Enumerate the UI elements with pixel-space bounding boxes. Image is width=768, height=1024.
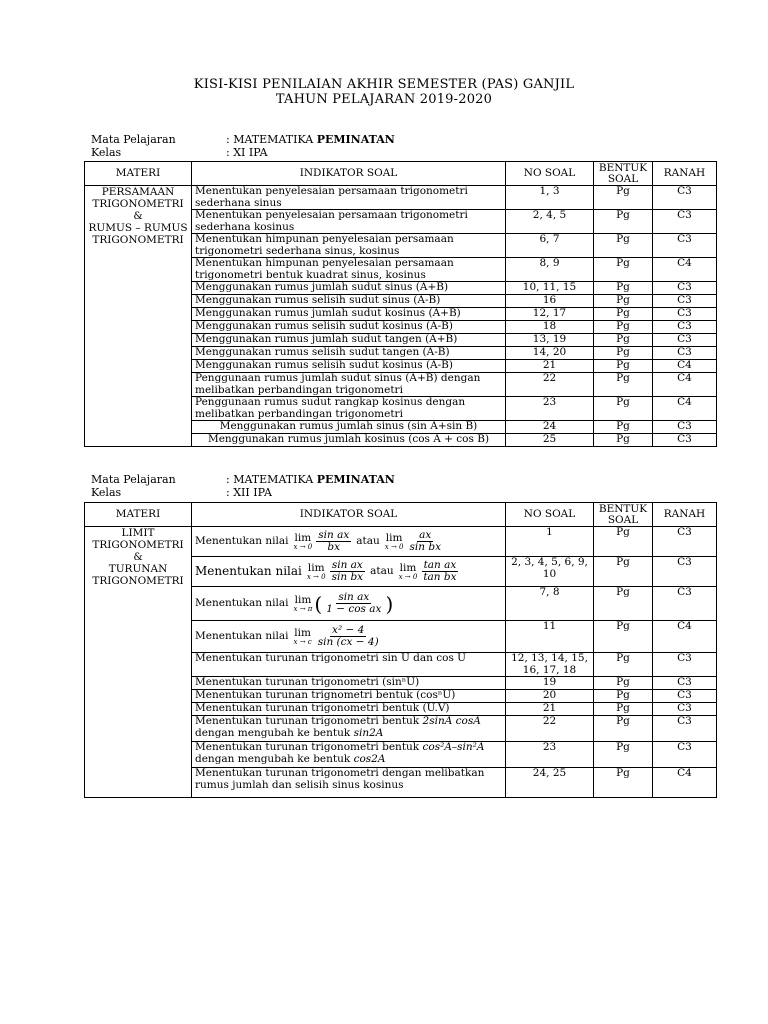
section2-meta xyxy=(91,473,395,499)
no-soal-cell: 7, 8 xyxy=(506,587,594,621)
fraction-denominator: sin (cx − 4) xyxy=(317,636,379,648)
no-soal-cell: 12, 13, 14, 15, 16, 17, 18 xyxy=(506,653,594,677)
ranah-cell: C3 xyxy=(653,690,717,703)
fraction-denominator: sin bx xyxy=(409,541,441,553)
indikator-text: dengan mengubah ke bentuk xyxy=(195,752,354,765)
indikator-cell: Menggunakan rumus jumlah sinus (sin A+sin B) xyxy=(192,421,506,434)
table-row xyxy=(85,186,717,210)
no-soal-cell: 12, 17 xyxy=(506,308,594,321)
fraction-numerator: x² − 4 xyxy=(332,624,365,636)
ranah-cell: C4 xyxy=(653,621,717,653)
indikator-cell: Menggunakan rumus jumlah sudut sinus (A+B) xyxy=(192,282,506,295)
no-soal-cell: 19 xyxy=(506,677,594,690)
col-no-soal: NO SOAL xyxy=(506,503,594,527)
bentuk-soal-cell: Pg xyxy=(594,703,653,716)
lim-subscript: x → 0 xyxy=(306,572,326,581)
col-indikator: INDIKATOR SOAL xyxy=(192,503,506,527)
indikator-cell xyxy=(192,716,506,742)
bentuk-soal-cell: Pg xyxy=(594,434,653,447)
fraction-numerator: sin ax xyxy=(331,559,363,571)
col-materi: MATERI xyxy=(85,162,192,186)
col-bentuk-soal: BENTUK SOAL xyxy=(594,162,653,186)
bentuk-soal-cell: Pg xyxy=(594,347,653,360)
col-no-soal: NO SOAL xyxy=(506,162,594,186)
limit-operator xyxy=(294,533,313,551)
fraction xyxy=(330,560,366,583)
table-row xyxy=(85,527,717,557)
no-soal-cell: 18 xyxy=(506,321,594,334)
lim-text: lim xyxy=(294,593,312,606)
bentuk-soal-cell: Pg xyxy=(594,421,653,434)
mapel-value: : MATEMATIKA xyxy=(226,473,317,486)
lim-subscript: x → 0 xyxy=(293,542,313,551)
ranah-cell: C3 xyxy=(653,434,717,447)
bentuk-soal-cell: Pg xyxy=(594,621,653,653)
indikator-cell: Menentukan turunan trigonometri dengan melibatkan rumus jumlah dan selisih sinus kosinus xyxy=(192,768,506,798)
bentuk-soal-cell: Pg xyxy=(594,397,653,421)
bentuk-soal-cell: Pg xyxy=(594,587,653,621)
bentuk-soal-cell: Pg xyxy=(594,360,653,373)
ranah-cell: C3 xyxy=(653,557,717,587)
limit-expression xyxy=(195,592,502,615)
lim-subscript: x → 0 xyxy=(384,542,404,551)
kelas-label: Kelas xyxy=(91,486,122,499)
bentuk-soal-cell: Pg xyxy=(594,258,653,282)
bentuk-soal-cell: Pg xyxy=(594,295,653,308)
fraction-denominator: tan bx xyxy=(423,571,457,583)
kelas-label: Kelas xyxy=(91,146,122,159)
ranah-cell: C3 xyxy=(653,716,717,742)
no-soal-cell: 11 xyxy=(506,621,594,653)
bentuk-soal-cell: Pg xyxy=(594,186,653,210)
limit-expression xyxy=(195,530,502,553)
page-title-line2: TAHUN PELAJARAN 2019-2020 xyxy=(275,92,493,107)
ranah-cell: C4 xyxy=(653,258,717,282)
indikator-cell: Menentukan penyelesaian persamaan trigonometri sederhana sinus xyxy=(192,186,506,210)
indikator-cell: Penggunaan rumus sudut rangkap kosinus dengan melibatkan perbandingan trigonometri xyxy=(192,397,506,421)
mapel-label: Mata Pelajaran xyxy=(91,473,176,486)
indikator-cell: Menentukan turunan trigonometri bentuk (U.V) xyxy=(192,703,506,716)
lim-text: lim xyxy=(294,531,312,544)
indikator-text: Menentukan turunan trigonometri bentuk xyxy=(195,741,423,753)
ranah-cell: C3 xyxy=(653,234,717,258)
no-soal-cell: 23 xyxy=(506,742,594,768)
indikator-cell: Menentukan penyelesaian persamaan trigonometri sederhana kosinus xyxy=(192,210,506,234)
no-soal-cell: 21 xyxy=(506,703,594,716)
no-soal-cell: 1 xyxy=(506,527,594,557)
indikator-text: Menentukan nilai xyxy=(195,629,289,642)
mapel-value-bold: PEMINATAN xyxy=(316,473,395,486)
materi-line: TRIGONOMETRI xyxy=(92,539,184,551)
lim-subscript: x → π xyxy=(293,604,313,613)
no-soal-cell: 8, 9 xyxy=(506,258,594,282)
kisi-table-xi xyxy=(84,161,717,447)
mapel-value: : MATEMATIKA xyxy=(226,133,317,146)
ranah-cell: C3 xyxy=(653,742,717,768)
indikator-cell: Menentukan turunan trigonometri (sinⁿU) xyxy=(192,677,506,690)
indikator-text: Menentukan nilai xyxy=(195,563,302,578)
bentuk-soal-cell: Pg xyxy=(594,742,653,768)
no-soal-cell: 16 xyxy=(506,295,594,308)
paren-left: ( xyxy=(314,591,323,616)
paren-right: ) xyxy=(385,591,394,616)
no-soal-cell: 13, 19 xyxy=(506,334,594,347)
no-soal-cell: 21 xyxy=(506,360,594,373)
limit-operator xyxy=(385,533,404,551)
ranah-cell: C3 xyxy=(653,587,717,621)
ranah-cell: C4 xyxy=(653,373,717,397)
bentuk-soal-cell: Pg xyxy=(594,527,653,557)
no-soal-cell: 22 xyxy=(506,373,594,397)
atau-text: atau xyxy=(370,564,394,577)
kisi-table-xii xyxy=(84,502,717,798)
ranah-cell: C3 xyxy=(653,321,717,334)
fraction xyxy=(316,530,351,553)
lim-text: lim xyxy=(399,561,417,574)
indikator-cell xyxy=(192,621,506,653)
kelas-value: : XI IPA xyxy=(226,146,268,159)
indikator-text: dengan mengubah ke bentuk xyxy=(195,726,354,739)
materi-line: TRIGONOMETRI xyxy=(92,234,184,246)
ranah-cell: C3 xyxy=(653,186,717,210)
materi-line: RUMUS – RUMUS xyxy=(88,222,188,234)
ranah-cell: C4 xyxy=(653,360,717,373)
materi-line: PERSAMAAN xyxy=(101,186,175,198)
lim-text: lim xyxy=(294,626,311,639)
bentuk-soal-cell: Pg xyxy=(594,210,653,234)
fraction xyxy=(316,625,381,648)
ranah-cell: C4 xyxy=(653,768,717,798)
bentuk-soal-cell: Pg xyxy=(594,557,653,587)
ranah-cell: C3 xyxy=(653,308,717,321)
fraction-numerator: ax xyxy=(419,529,432,541)
no-soal-cell: 20 xyxy=(506,690,594,703)
fraction xyxy=(324,592,383,615)
ranah-cell: C3 xyxy=(653,703,717,716)
indikator-cell xyxy=(192,557,506,587)
lim-subscript: x → 0 xyxy=(398,572,418,581)
no-soal-cell: 6, 7 xyxy=(506,234,594,258)
no-soal-cell: 14, 20 xyxy=(506,347,594,360)
no-soal-cell: 23 xyxy=(506,397,594,421)
col-ranah: RANAH xyxy=(653,162,717,186)
materi-cell xyxy=(85,186,192,447)
materi-line: TURUNAN xyxy=(108,563,168,575)
no-soal-cell: 2, 4, 5 xyxy=(506,210,594,234)
ranah-cell: C3 xyxy=(653,677,717,690)
indikator-text: Menentukan nilai xyxy=(195,534,289,547)
indikator-cell: Menggunakan rumus selisih sudut kosinus (A-B) xyxy=(192,360,506,373)
limit-operator xyxy=(294,595,313,613)
bentuk-soal-cell: Pg xyxy=(594,373,653,397)
indikator-cell: Menggunakan rumus jumlah sudut kosinus (A+B) xyxy=(192,308,506,321)
math-expression: 2sinA cosA xyxy=(422,715,481,727)
fraction-numerator: tan ax xyxy=(423,559,457,571)
materi-cell xyxy=(85,527,192,798)
indikator-cell: Menentukan turunan trigonometri sin U dan cos U xyxy=(192,653,506,677)
section1-meta xyxy=(91,133,395,159)
math-expression: cos2A xyxy=(353,752,386,765)
indikator-cell xyxy=(192,587,506,621)
ranah-cell: C3 xyxy=(653,282,717,295)
fraction xyxy=(408,530,444,553)
limit-expression xyxy=(195,625,502,648)
no-soal-cell: 2, 3, 4, 5, 6, 9, 10 xyxy=(506,557,594,587)
fraction-denominator: 1 − cos ax xyxy=(326,603,382,615)
indikator-cell: Menentukan himpunan penyelesaian persamaan trigonometri sederhana sinus, kosinus xyxy=(192,234,506,258)
indikator-cell: Menentukan turunan trignometri bentuk (cosⁿU) xyxy=(192,690,506,703)
indikator-cell xyxy=(192,527,506,557)
lim-text: lim xyxy=(385,531,403,544)
bentuk-soal-cell: Pg xyxy=(594,282,653,295)
materi-line: & xyxy=(133,210,143,222)
math-expression: sin2A xyxy=(353,726,384,739)
bentuk-soal-cell: Pg xyxy=(594,690,653,703)
col-materi: MATERI xyxy=(85,503,192,527)
indikator-cell: Menggunakan rumus jumlah sudut tangen (A+B) xyxy=(192,334,506,347)
ranah-cell: C4 xyxy=(653,397,717,421)
no-soal-cell: 22 xyxy=(506,716,594,742)
ranah-cell: C3 xyxy=(653,527,717,557)
no-soal-cell: 24 xyxy=(506,421,594,434)
col-ranah: RANAH xyxy=(653,503,717,527)
ranah-cell: C3 xyxy=(653,295,717,308)
indikator-cell: Menggunakan rumus selisih sudut sinus (A-B) xyxy=(192,295,506,308)
lim-text: lim xyxy=(307,561,325,574)
ranah-cell: C3 xyxy=(653,653,717,677)
bentuk-soal-cell: Pg xyxy=(594,234,653,258)
materi-line: TRIGONOMETRI xyxy=(92,198,184,210)
page-title-line1: KISI-KISI PENILAIAN AKHIR SEMESTER (PAS) GANJIL xyxy=(193,77,575,92)
materi-line: TRIGONOMETRI xyxy=(92,575,184,587)
bentuk-soal-cell: Pg xyxy=(594,653,653,677)
indikator-text: Menentukan turunan trigonometri bentuk xyxy=(195,715,423,727)
fraction xyxy=(421,560,458,583)
limit-operator xyxy=(307,563,326,581)
no-soal-cell: 1, 3 xyxy=(506,186,594,210)
indikator-cell: Penggunaan rumus jumlah sudut sinus (A+B) dengan melibatkan perbandingan trigonometri xyxy=(192,373,506,397)
fraction-denominator: bx xyxy=(327,541,341,553)
bentuk-soal-cell: Pg xyxy=(594,677,653,690)
col-bentuk-soal: BENTUK SOAL xyxy=(594,503,653,527)
indikator-cell: Menggunakan rumus selisih sudut kosinus (A-B) xyxy=(192,321,506,334)
fraction-numerator: sin ax xyxy=(338,591,370,603)
materi-line: LIMIT xyxy=(121,527,155,539)
mapel-label: Mata Pelajaran xyxy=(91,133,176,146)
materi-line: & xyxy=(133,551,143,563)
indikator-cell: Menentukan himpunan penyelesaian persamaan trigonometri bentuk kuadrat sinus, kosinus xyxy=(192,258,506,282)
indikator-cell xyxy=(192,742,506,768)
limit-operator xyxy=(294,628,312,646)
indikator-cell: Menggunakan rumus jumlah kosinus (cos A + cos B) xyxy=(192,434,506,447)
bentuk-soal-cell: Pg xyxy=(594,321,653,334)
col-indikator: INDIKATOR SOAL xyxy=(192,162,506,186)
ranah-cell: C3 xyxy=(653,334,717,347)
bentuk-soal-cell: Pg xyxy=(594,716,653,742)
mapel-value-bold: PEMINATAN xyxy=(316,133,395,146)
atau-text: atau xyxy=(356,534,380,547)
no-soal-cell: 24, 25 xyxy=(506,768,594,798)
fraction-numerator: sin ax xyxy=(318,529,350,541)
ranah-cell: C3 xyxy=(653,347,717,360)
fraction-denominator: sin bx xyxy=(331,571,364,583)
bentuk-soal-cell: Pg xyxy=(594,334,653,347)
bentuk-soal-cell: Pg xyxy=(594,768,653,798)
bentuk-soal-cell: Pg xyxy=(594,308,653,321)
no-soal-cell: 25 xyxy=(506,434,594,447)
indikator-cell: Menggunakan rumus selisih sudut tangen (A-B) xyxy=(192,347,506,360)
math-expression: cos²A–sin²A xyxy=(422,741,485,753)
ranah-cell: C3 xyxy=(653,210,717,234)
limit-operator xyxy=(399,563,418,581)
no-soal-cell: 10, 11, 15 xyxy=(506,282,594,295)
indikator-text: Menentukan nilai xyxy=(195,596,289,609)
kelas-value: : XII IPA xyxy=(226,486,272,499)
limit-expression xyxy=(195,560,502,583)
lim-subscript: x → c xyxy=(293,637,312,646)
ranah-cell: C3 xyxy=(653,421,717,434)
